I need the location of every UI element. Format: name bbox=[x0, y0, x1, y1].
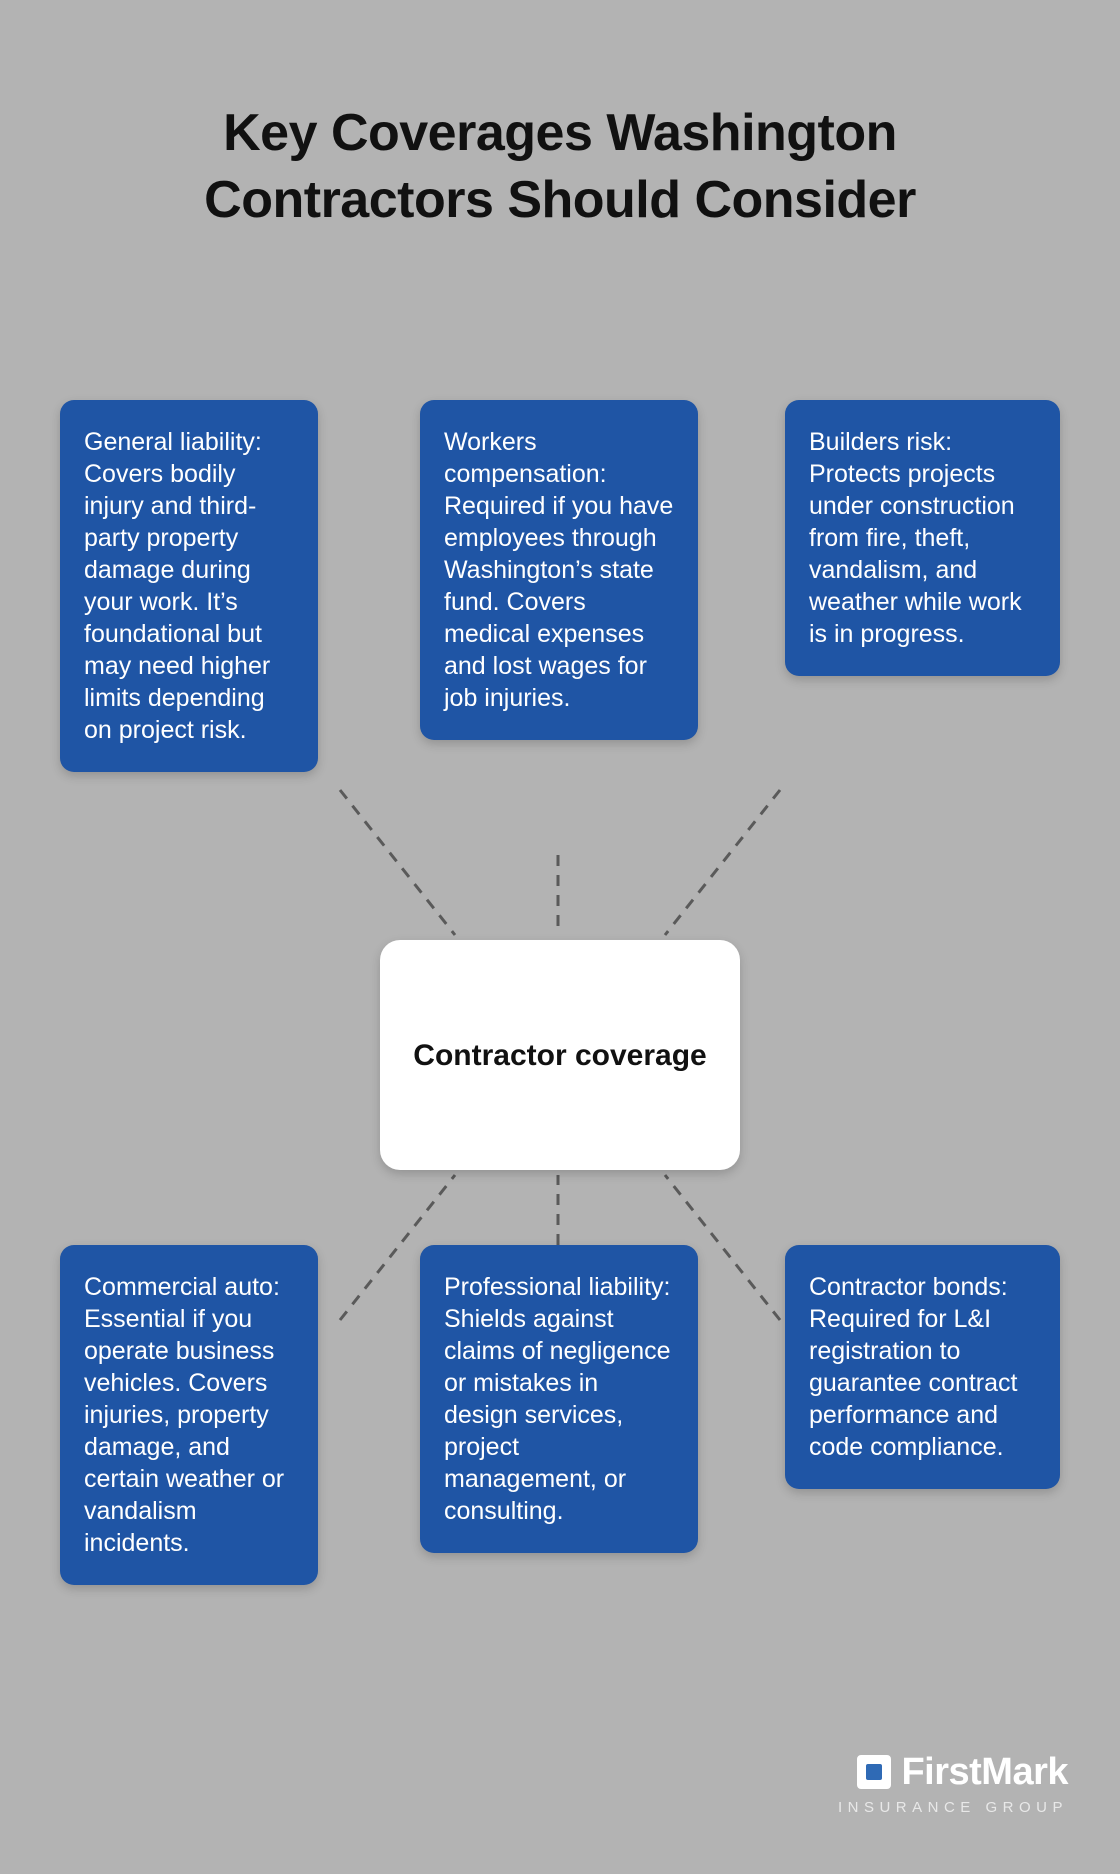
node-workers-compensation bbox=[420, 400, 698, 740]
node-commercial-auto-text: Commercial auto: Essential if you operate business vehicles. Covers injuries, property damage, and certain weather or vandalism incidents. bbox=[84, 1273, 285, 1557]
brand-logo-row bbox=[838, 1753, 1068, 1791]
brand-name: FirstMark bbox=[901, 1751, 1068, 1793]
node-commercial-auto bbox=[60, 1245, 318, 1585]
edge-general-liability bbox=[340, 790, 455, 935]
page-title: Key Coverages Washington Contractors Should Consider bbox=[204, 104, 916, 229]
node-general-liability-text: General liability: Covers bodily injury and third-party property damage during your work. It’s foundational but may need higher limits depending on project risk. bbox=[84, 428, 271, 744]
node-contractor-bonds-text: Contractor bonds: Required for L&I registration to guarantee contract performance and code compliance. bbox=[809, 1273, 1018, 1461]
node-builders-risk-text: Builders risk: Protects projects under construction from fire, theft, vandalism, and weather while work is in progress. bbox=[809, 428, 1022, 648]
node-center-contractor-coverage bbox=[380, 940, 740, 1170]
brand-logo bbox=[838, 1753, 1068, 1816]
node-workers-compensation-text: Workers compensation: Required if you have employees through Washington’s state fund. Covers medical expenses and lost wages for job injuries. bbox=[444, 428, 674, 712]
node-builders-risk bbox=[785, 400, 1060, 676]
node-contractor-bonds bbox=[785, 1245, 1060, 1489]
node-center-label: Contractor coverage bbox=[413, 1038, 707, 1072]
node-general-liability bbox=[60, 400, 318, 772]
node-professional-liability-text: Professional liability: Shields against claims of negligence or mistakes in design services, project management, or consulting. bbox=[444, 1273, 671, 1525]
edge-builders-risk bbox=[665, 790, 780, 935]
brand-tagline: INSURANCE GROUP bbox=[837, 1799, 1068, 1816]
node-professional-liability bbox=[420, 1245, 698, 1553]
square-logo-icon bbox=[857, 1755, 891, 1789]
